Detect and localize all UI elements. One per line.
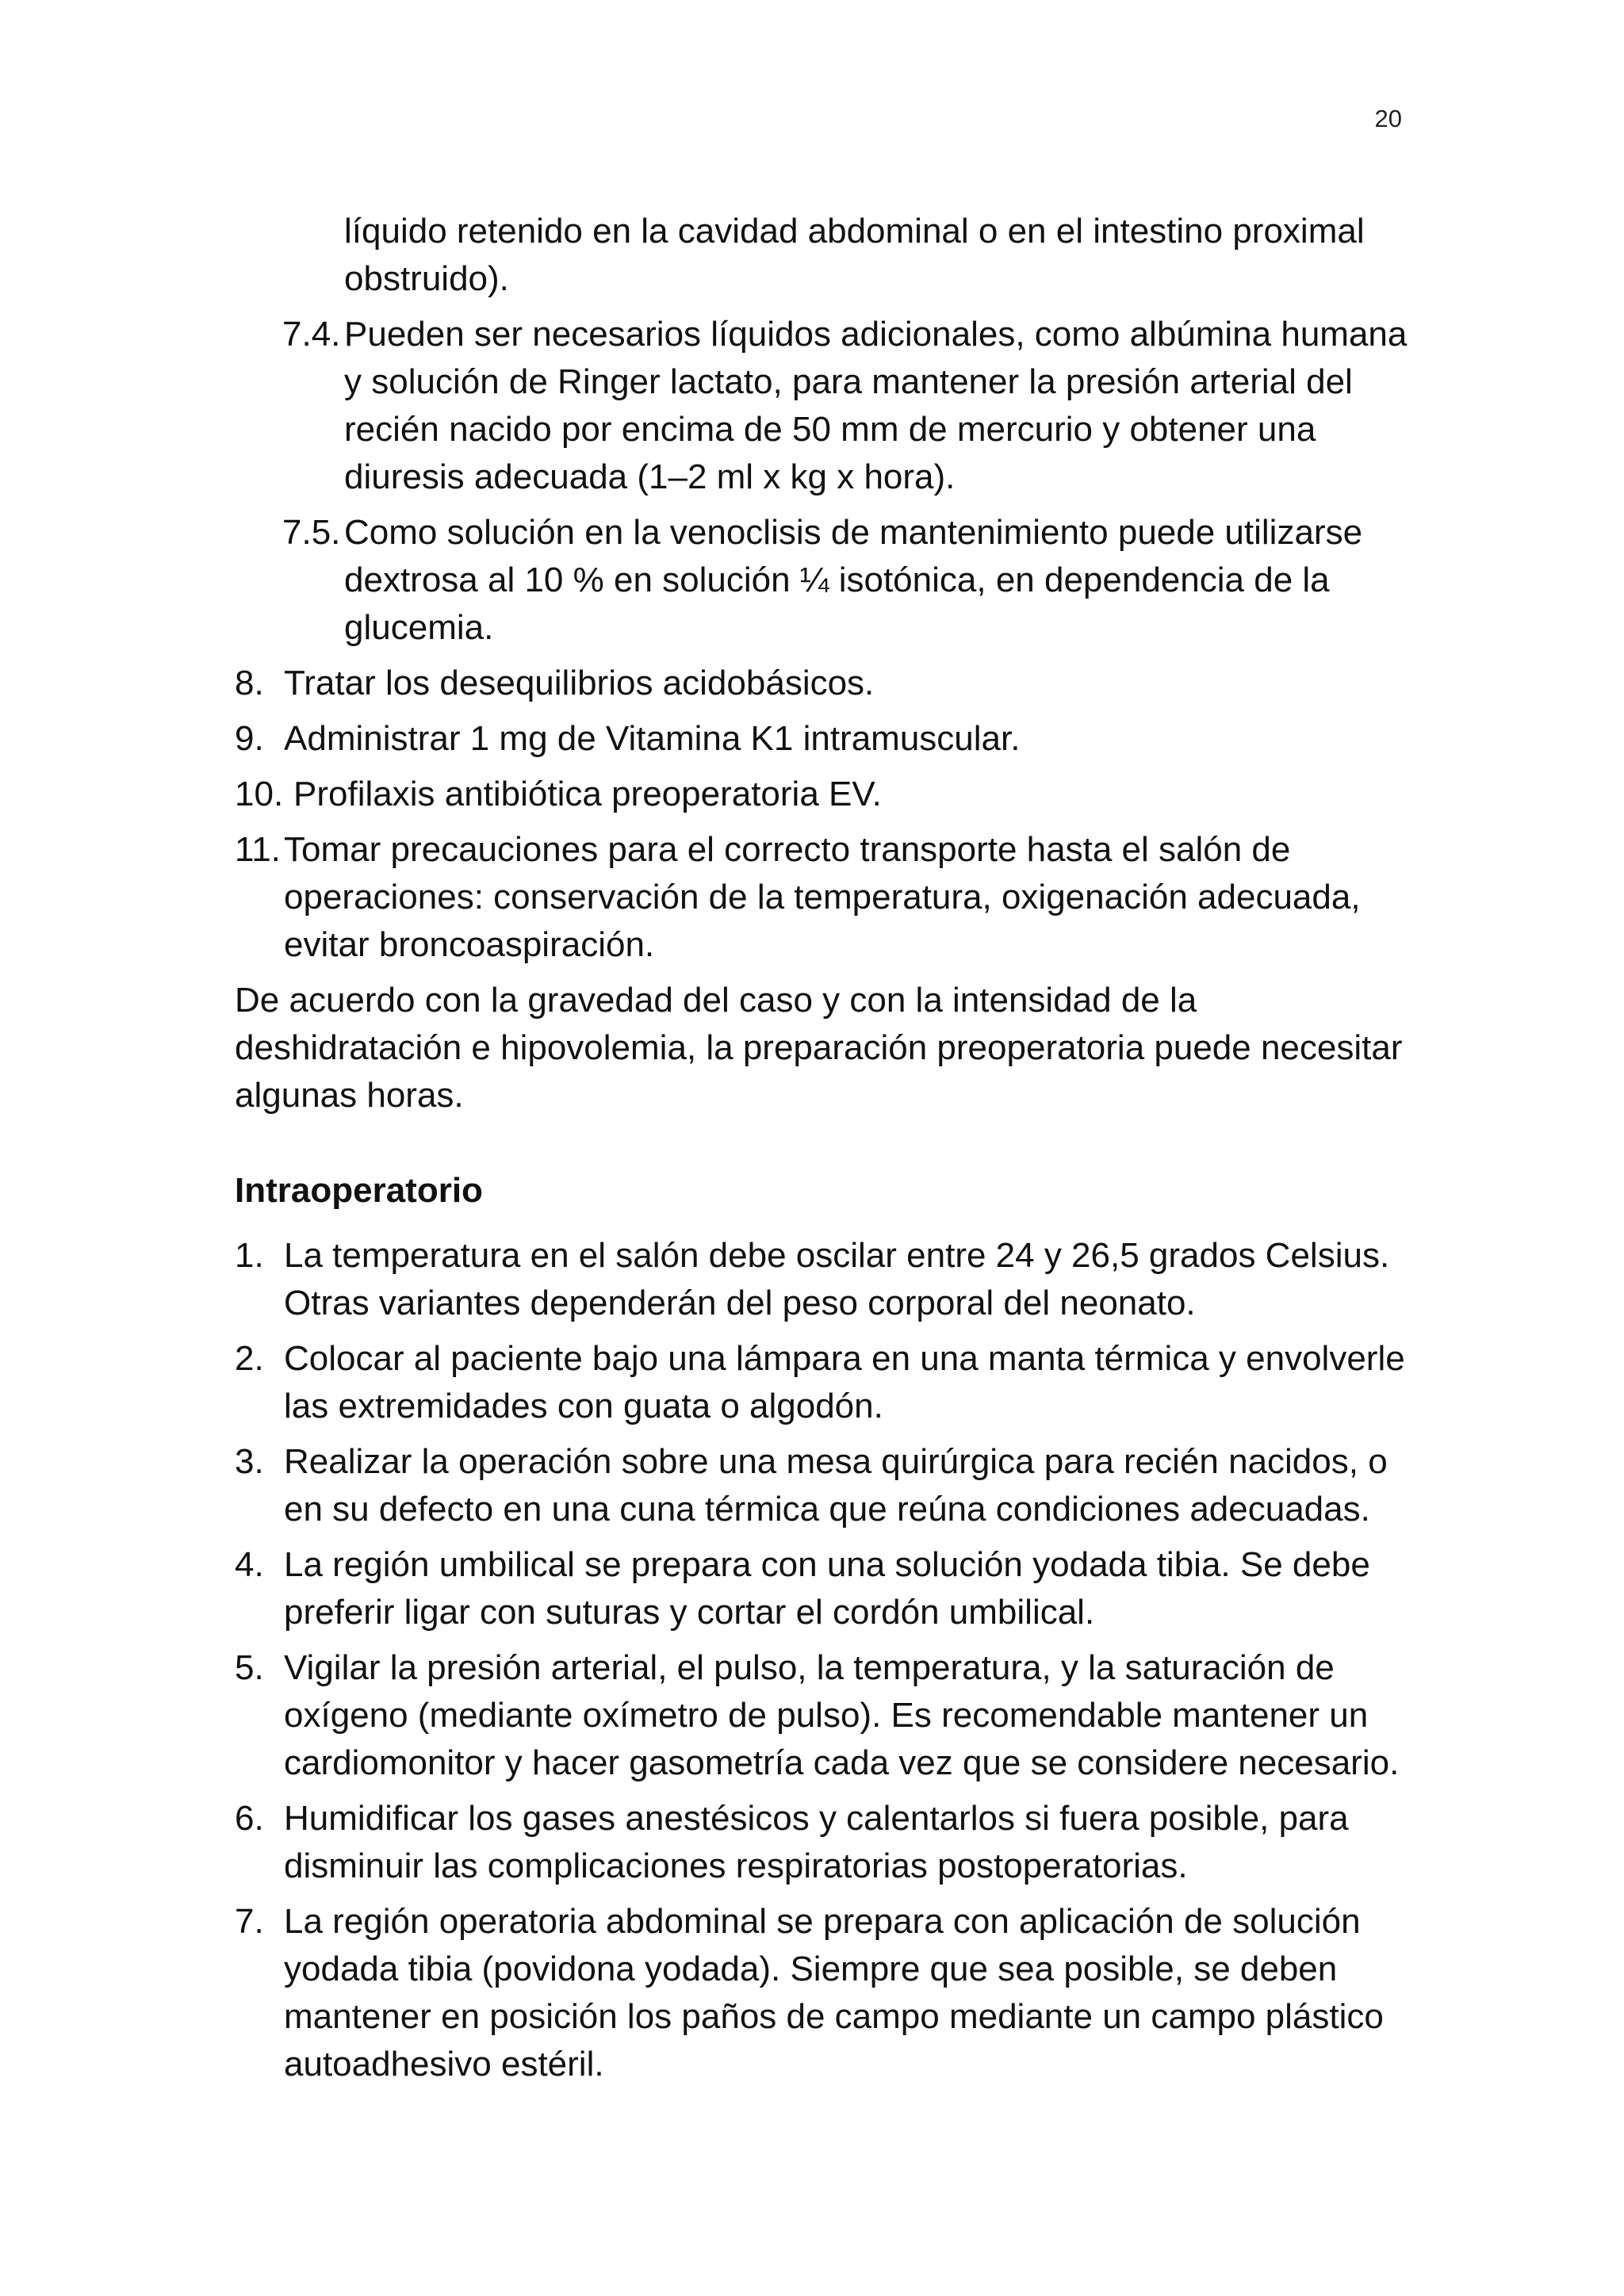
list-item [235,1898,1424,2088]
item-number: 7.4. [282,315,341,354]
item-text: Tomar precauciones para el correcto transporte hasta el salón de operaciones: conservación de la temperatura, oxigenación adecuada, evitar broncoaspiración. [284,830,1361,964]
document-body [235,208,1424,2088]
item-text: Vigilar la presión arterial, el pulso, la temperatura, y la saturación de oxígeno (mediante oxímetro de pulso). Es recomendable mantener un cardiomonitor y hacer gasometría cada vez que se considere necesario. [284,1648,1400,1782]
item-number: 4. [235,1545,264,1584]
item-text: Tratar los desequilibrios acidobásicos. [284,664,875,702]
list-item [235,715,1424,763]
item-text: Colocar al paciente bajo una lámpara en una manta térmica y envolverle las extremidades con guata o algodón. [284,1339,1405,1425]
item-number: 8. [235,664,264,702]
continuation-text: líquido retenido en la cavidad abdominal o en el intestino proximal obstruido). [344,212,1365,298]
item-number: 3. [235,1442,264,1481]
list-item [235,1795,1424,1890]
section-heading: Intraoperatorio [235,1171,483,1210]
item-number: 10. [235,775,284,813]
item-text: Pueden ser necesarios líquidos adicionales, como albúmina humana y solución de Ringer lactato, para mantener la presión arterial del recién nacido por encima de 50 mm de mercurio y obtener una diuresis adecuada (1–2 ml x kg x hora). [344,315,1408,496]
item-text: Administrar 1 mg de Vitamina K1 intramuscular. [284,719,1021,758]
item-number: 2. [235,1339,264,1378]
item-text: Como solución en la venoclisis de mantenimiento puede utilizarse dextrosa al 10 % en solución ¼ isotónica, en dependencia de la glucemia. [344,513,1363,647]
item-number: 11. [235,830,281,869]
list-item [235,771,1424,818]
item-number: 9. [235,719,264,758]
list-item [235,1232,1424,1327]
item-text: Profilaxis antibiótica preoperatoria EV. [293,775,882,813]
item-text: La temperatura en el salón debe oscilar entre 24 y 26,5 grados Celsius. Otras variantes dependerán del peso corporal del neonato. [284,1236,1390,1322]
item-text: La región umbilical se prepara con una solución yodada tibia. Se debe preferir ligar con suturas y cortar el cordón umbilical. [284,1545,1370,1632]
list-item [235,660,1424,707]
item-number: 7.5. [282,513,341,552]
list-item [282,311,1424,501]
body-paragraph: De acuerdo con la gravedad del caso y con la intensidad de la deshidratación e hipovolemia, la preparación preoperatoria puede necesitar algunas horas. [235,981,1403,1115]
item-text: Humidificar los gases anestésicos y calentarlos si fuera posible, para disminuir las complicaciones respiratorias postoperatorias. [284,1799,1349,1885]
item-number: 5. [235,1648,264,1687]
item-text: La región operatoria abdominal se prepara con aplicación de solución yodada tibia (povidona yodada). Siempre que sea posible, se deben mantener en posición los paños de campo mediante un campo plástico autoadhesivo estéril. [284,1902,1384,2084]
item-text: Realizar la operación sobre una mesa quirúrgica para recién nacidos, o en su defecto en una cuna térmica que reúna condiciones adecuadas. [284,1442,1388,1529]
list-item [235,1438,1424,1533]
intraoperatorio-list [235,1232,1424,2088]
item-number: 1. [235,1236,264,1275]
list-item [235,1644,1424,1787]
page-number: 20 [1374,105,1402,132]
item-number: 6. [235,1799,264,1838]
list-item [235,1335,1424,1430]
item-number: 7. [235,1902,264,1941]
list-item [235,826,1424,969]
list-item [235,1541,1424,1636]
list-item [282,509,1424,652]
